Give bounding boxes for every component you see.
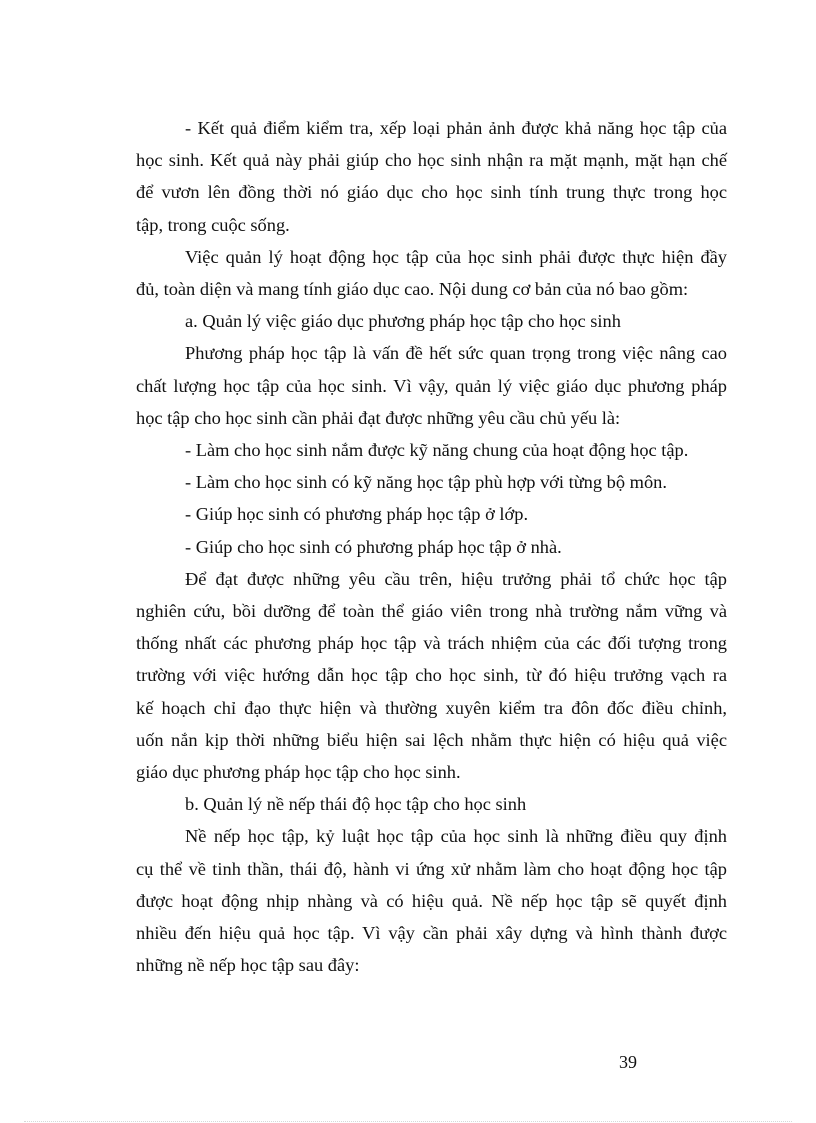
text-line: học sinh. Kết quả này phải giúp cho học sinh nhận ra mặt mạnh, mặt hạn chế [136, 150, 727, 171]
paragraph [136, 434, 727, 466]
text-line: thống nhất các phương pháp học tập và trách nhiệm của các đối tượng trong [136, 633, 727, 654]
text-line: cụ thể về tinh thần, thái độ, hành vi ứng xử nhằm làm cho hoạt động học tập [136, 858, 727, 879]
text-line: - Giúp học sinh có phương pháp học tập ở lớp. [185, 504, 529, 525]
paragraph [136, 305, 727, 337]
text-line: Nề nếp học tập, kỷ luật học tập của học sinh là những điều quy định [185, 826, 727, 847]
text-line: - Giúp cho học sinh có phương pháp học tập ở nhà. [185, 536, 562, 557]
text-line: kế hoạch chỉ đạo thực hiện và thường xuyên kiểm tra đôn đốc điều chỉnh, [136, 697, 727, 718]
text-line: b. Quản lý nề nếp thái độ học tập cho học sinh [185, 794, 527, 815]
text-line: những nề nếp học tập sau đây: [136, 955, 360, 976]
paragraph [136, 466, 727, 498]
text-line: để vươn lên đồng thời nó giáo dục cho học sinh tính trung thực trong học [136, 182, 727, 203]
text-line: a. Quản lý việc giáo dục phương pháp học tập cho học sinh [185, 311, 621, 332]
text-line: trường với việc hướng dẫn học tập cho học sinh, từ đó hiệu trưởng vạch ra [136, 665, 727, 686]
paragraph [136, 498, 727, 530]
paragraph [136, 241, 727, 305]
page-number: 39 [619, 1052, 637, 1072]
paragraph [136, 788, 727, 820]
text-line: - Kết quả điểm kiểm tra, xếp loại phản ảnh được khả năng học tập của [185, 118, 727, 138]
paragraph [136, 820, 727, 981]
text-line: học tập cho học sinh cần phải đạt được những yêu cầu chủ yếu là: [136, 407, 621, 428]
paragraph [136, 112, 727, 241]
paragraph [136, 563, 727, 788]
text-line: - Làm cho học sinh nắm được kỹ năng chung của hoạt động học tập. [185, 440, 689, 461]
text-line: được hoạt động nhịp nhàng và có hiệu quả. Nề nếp học tập sẽ quyết định [136, 890, 727, 911]
paragraph [136, 531, 727, 563]
text-line: nhiều đến hiệu quả học tập. Vì vậy cần phải xây dựng và hình thành được [136, 923, 727, 944]
text-line: Để đạt được những yêu cầu trên, hiệu trưởng phải tổ chức học tập [185, 568, 727, 589]
paragraph [136, 337, 727, 434]
text-line: chất lượng học tập của học sinh. Vì vậy, quản lý việc giáo dục phương pháp [136, 375, 727, 396]
text-line: - Làm cho học sinh có kỹ năng học tập phù hợp với từng bộ môn. [185, 472, 667, 493]
text-line: tập, trong cuộc sống. [136, 214, 290, 235]
body-text [136, 112, 727, 981]
text-line: đủ, toàn diện và mang tính giáo dục cao. Nội dung cơ bản của nó bao gồm: [136, 279, 689, 300]
text-line: giáo dục phương pháp học tập cho học sinh. [136, 762, 461, 783]
page-bottom-border [24, 1121, 792, 1122]
text-line: nghiên cứu, bồi dưỡng để toàn thể giáo viên trong nhà trường nắm vững và [136, 601, 727, 622]
text-line: uốn nắn kịp thời những biểu hiện sai lệch nhằm thực hiện có hiệu quả việc [136, 729, 727, 750]
text-line: Việc quản lý hoạt động học tập của học sinh phải được thực hiện đầy [185, 246, 727, 267]
text-line: Phương pháp học tập là vấn đề hết sức quan trọng trong việc nâng cao [185, 343, 727, 364]
